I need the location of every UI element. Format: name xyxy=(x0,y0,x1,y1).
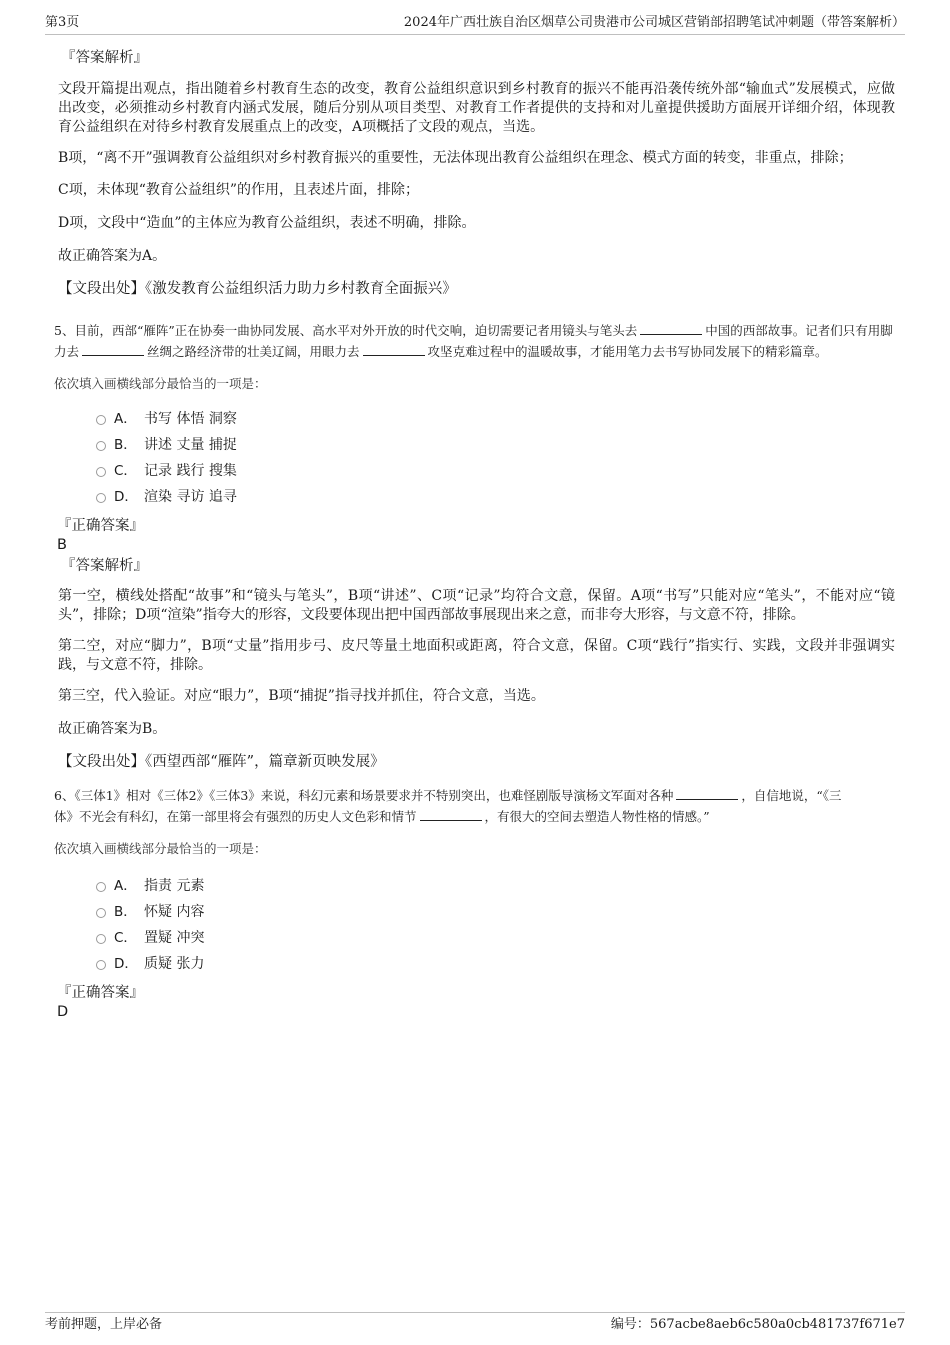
analysis-paragraph: B项，“离不开”强调教育公益组织对乡村教育振兴的重要性，无法体现出教育公益组织在理念、模式方面的转变，非重点，排除； xyxy=(58,150,853,166)
analysis-paragraph: 故正确答案为A。 xyxy=(58,248,167,264)
option-c[interactable]: C． 记录 践行 搜集 xyxy=(96,458,895,484)
question-instruction: 依次填入画横线部分最恰当的一项是： xyxy=(54,376,267,391)
analysis-paragraph: 第三空，代入验证。对应“眼力”，B项“捕捉”指寻找并抓住，符合文意，当选。 xyxy=(58,688,545,704)
question-5-text: 5、目前，西部“雁阵”正在协奏一曲协同发展、高水平对外开放的时代交响，迫切需要记者用镜头与笔头去 中国的西部故事。记者们只有用脚力去 丝绸之路经济带的壮美辽阔，用眼力去 攻坚克难过程中的温暖故事，才能用笔力去书写协同发展下的精彩篇章。 xyxy=(54,323,893,359)
answer-label: 『正确答案』 xyxy=(57,518,144,534)
page-header xyxy=(45,14,905,35)
option-a[interactable]: A． 指责 元素 xyxy=(96,873,895,899)
radio-icon[interactable] xyxy=(96,441,106,451)
page-number: 第3页 xyxy=(45,15,80,30)
radio-icon[interactable] xyxy=(96,960,106,970)
question-6-options xyxy=(96,873,895,977)
analysis-paragraph: 故正确答案为B。 xyxy=(58,721,167,737)
blank-line xyxy=(363,342,425,356)
document-id: 编号：567acbe8aeb6c580a0cb481737f671e7 xyxy=(610,1317,905,1332)
blank-line xyxy=(676,786,738,800)
radio-icon[interactable] xyxy=(96,493,106,503)
radio-icon[interactable] xyxy=(96,882,106,892)
radio-icon[interactable] xyxy=(96,415,106,425)
option-c[interactable]: C． 置疑 冲突 xyxy=(96,925,895,951)
radio-icon[interactable] xyxy=(96,934,106,944)
option-b[interactable]: B． 怀疑 内容 xyxy=(96,899,895,925)
analysis-paragraph: D项，文段中“造血”的主体应为教育公益组织，表述不明确，排除。 xyxy=(58,215,476,231)
source-citation: 【文段出处】《西望西部“雁阵”，篇章新页映发展》 xyxy=(58,754,385,770)
analysis-paragraph: 第二空，对应“脚力”，B项“丈量”指用步弓、皮尺等量土地面积或距离，符合文意，保留。C项“践行”指实行、实践，文段并非强调实践，与文意不符，排除。 xyxy=(58,638,895,673)
blank-line xyxy=(420,807,482,821)
page-content xyxy=(54,46,895,1021)
analysis-paragraph: 第一空，横线处搭配“故事”和“镜头与笔头”，B项“讲述”、C项“记录”均符合文意，保留。A项“书写”只能对应“笔头”，不能对应“镜头”，排除；D项“渲染”指夸大的形容，文段要体现出把中国西部故事展现出来之意，而非夸大形容，与文意不符，排除。 xyxy=(58,588,895,623)
source-citation: 【文段出处】《激发教育公益组织活力助力乡村教育全面振兴》 xyxy=(58,281,457,297)
answer-label: 『正确答案』 xyxy=(57,985,144,1001)
document-title: 2024年广西壮族自治区烟草公司贵港市公司城区营销部招聘笔试冲刺题（带答案解析） xyxy=(403,15,905,30)
answer-value: D xyxy=(57,1004,69,1020)
question-6-text: 6、《三体1》相对《三体2》《三体3》来说，科幻元素和场景要求并不特别突出，也难怪剧版导演杨文军面对各种 ，自信地说，“《三体》不光会有科幻，在第一部里将会有强烈的历史人文色彩和情节 ，有很大的空间去塑造人物性格的情感。” xyxy=(54,788,842,824)
analysis-label: 『答案解析』 xyxy=(61,50,148,66)
page-footer xyxy=(45,1312,905,1337)
option-b[interactable]: B． 讲述 丈量 捕捉 xyxy=(96,432,895,458)
analysis-paragraph: C项，未体现“教育公益组织”的作用，且表述片面，排除； xyxy=(58,182,420,198)
analysis-paragraph: 文段开篇提出观点，指出随着乡村教育生态的改变，教育公益组织意识到乡村教育的振兴不能再沿袭传统外部“输血式”发展模式，应做出改变，必须推动乡村教育内涵式发展，随后分别从项目类型、对教育工作者提供的支持和对儿童提供援助方面展开详细介绍，体现教育公益组织在对待乡村教育发展重点上的改变，A项概括了文段的观点，当选。 xyxy=(58,81,895,135)
question-5-options xyxy=(96,406,895,510)
answer-value: B xyxy=(57,537,67,553)
blank-line xyxy=(640,321,702,335)
question-instruction: 依次填入画横线部分最恰当的一项是： xyxy=(54,841,267,856)
option-a[interactable]: A． 书写 体悟 洞察 xyxy=(96,406,895,432)
radio-icon[interactable] xyxy=(96,467,106,477)
option-d[interactable]: D． 渲染 寻访 追寻 xyxy=(96,484,895,510)
footer-slogan: 考前押题，上岸必备 xyxy=(45,1317,163,1332)
option-d[interactable]: D． 质疑 张力 xyxy=(96,951,895,977)
radio-icon[interactable] xyxy=(96,908,106,918)
blank-line xyxy=(82,342,144,356)
analysis-label: 『答案解析』 xyxy=(61,558,148,574)
